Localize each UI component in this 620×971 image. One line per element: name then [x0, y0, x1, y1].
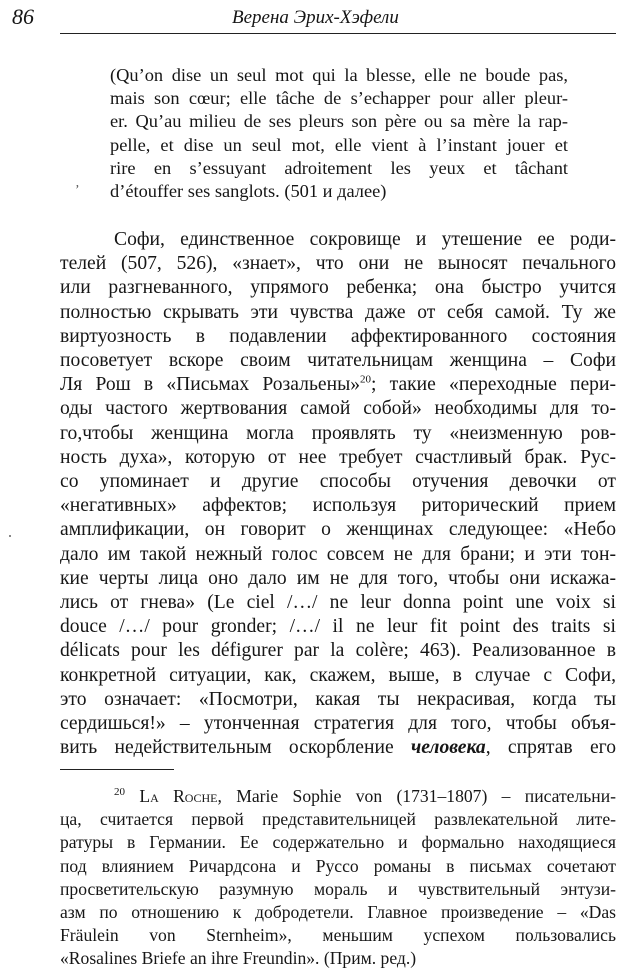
quote-line: pelle, et dise un seul mot, elle vient à l’instant jouer et [110, 134, 568, 155]
footnote-reference: 20 [360, 373, 372, 386]
quote-line: mais son cœur; elle tâche de s’echapper pour aller pleur- [110, 88, 568, 109]
emphasized-word: человека [410, 737, 486, 759]
page-number: 86 [12, 4, 34, 29]
text-line: виртуозность в подавлении аффектированного состояния [60, 325, 616, 347]
quote-line: er. Qu’au milieu de ses pleurs son père ou sa mère la rap- [110, 111, 568, 132]
running-head: Верена Эрих-Хэфели [232, 7, 399, 28]
footnote-line: Fräulein von Sternheim», меньшим успехом пользовались [60, 925, 616, 946]
text-line: оды частого жертвования самой собой» необходимы для то- [60, 398, 616, 420]
text-segment: Ля Рош в «Письмах Розальены» [60, 374, 361, 396]
text-segment: , спрятав его [485, 737, 616, 759]
text-line: посоветует вскоре своим читательницам женщина – Софи [60, 350, 616, 372]
footnote-author: La Roche [139, 786, 218, 806]
text-line: конкретной ситуации, как, скажем, выше, в случае с Софи, [60, 664, 616, 686]
footnote-number: 20 [114, 786, 125, 799]
text-line: ность духа», которую от нее требует счастливый брак. Рус- [60, 446, 616, 468]
text-line: «негативных» аффектов; используя риторический прием [60, 495, 616, 517]
page-header [12, 4, 616, 34]
french-quote-block [110, 64, 568, 203]
text-line: douce /…/ pour gronder; /…/ il ne leur fit point des traits si [60, 616, 616, 638]
footnote-line [60, 785, 616, 808]
main-paragraph [60, 228, 616, 760]
text-line: лись от гнева» (Le ciel /…/ ne leur donna point une voix si [60, 592, 616, 614]
text-line-with-footnote-ref [60, 373, 616, 397]
text-line: дало им такой нежный голос совсем не для брани; и эти тон- [60, 543, 616, 565]
header-rule [60, 33, 616, 34]
text-segment: ; такие «переходные пери- [371, 374, 616, 396]
text-line: Софи, единственное сокровище и утешение ее роди- [114, 229, 616, 250]
text-line: délicats pour les défigurer par la colère; 463). Реализованное в [60, 640, 616, 662]
footnote-line: ца, считается первой представительницей развлекательной лите- [60, 809, 616, 830]
text-line: кие черты лица оно дало им не для того, чтобы они искажа- [60, 567, 616, 589]
quote-line: d’étouffer ses sanglots. (501 и далее) [110, 181, 387, 202]
footnote-line: просветительскую разумную мораль и чувствительный энтузи- [60, 878, 616, 899]
text-line: амплификации, он говорит о женщинах следующее: «Небо [60, 519, 616, 541]
text-line: го,чтобы женщина могла проявлять ту «неизменную ров- [60, 422, 616, 444]
text-line: полностью скрывать эти чувства даже от себя самой. Ту же [60, 301, 616, 323]
text-line: со упоминает и другие способы отучения девочки от [60, 471, 616, 493]
text-line: телей (507, 526), «знает», что они не выносят печального [60, 253, 616, 275]
quote-line: (Qu’on dise un seul mot qui la blesse, elle ne boude pas, [110, 65, 568, 85]
quote-line: rire en s’essuyant adroitement les yeux et tâchant [110, 157, 568, 178]
footnote-20 [60, 785, 616, 971]
margin-speck [9, 535, 11, 537]
footnote-line: «Rosalines Briefe an ihre Freundin». (Прим. ред.) [60, 948, 417, 969]
text-line: это означает: «Посмотри, какая ты некрасивая, когда ты [60, 688, 616, 710]
footnote-line: под влиянием Ричардсона и Руссо романы в письмах сочетают [60, 855, 616, 876]
footnote-rule [60, 769, 174, 770]
text-line: сердишься!» – утонченная стратегия для того, чтобы объя- [60, 713, 616, 735]
text-line-with-emphasis [60, 736, 616, 760]
text-line: или разгневанного, упрямого ребенка; она быстро учится [60, 277, 616, 299]
text-segment: , Marie Sophie von (1731–1807) – писательни- [217, 786, 616, 806]
footnote-line: ратуры в Германии. Ее содержательно и формально находящиеся [60, 832, 616, 853]
footnote-line: азм по отношению к добродетели. Главное произведение – «Das [60, 902, 616, 923]
margin-mark: ’ [74, 183, 79, 198]
text-segment: вить недействительным оскорбление [60, 737, 411, 759]
